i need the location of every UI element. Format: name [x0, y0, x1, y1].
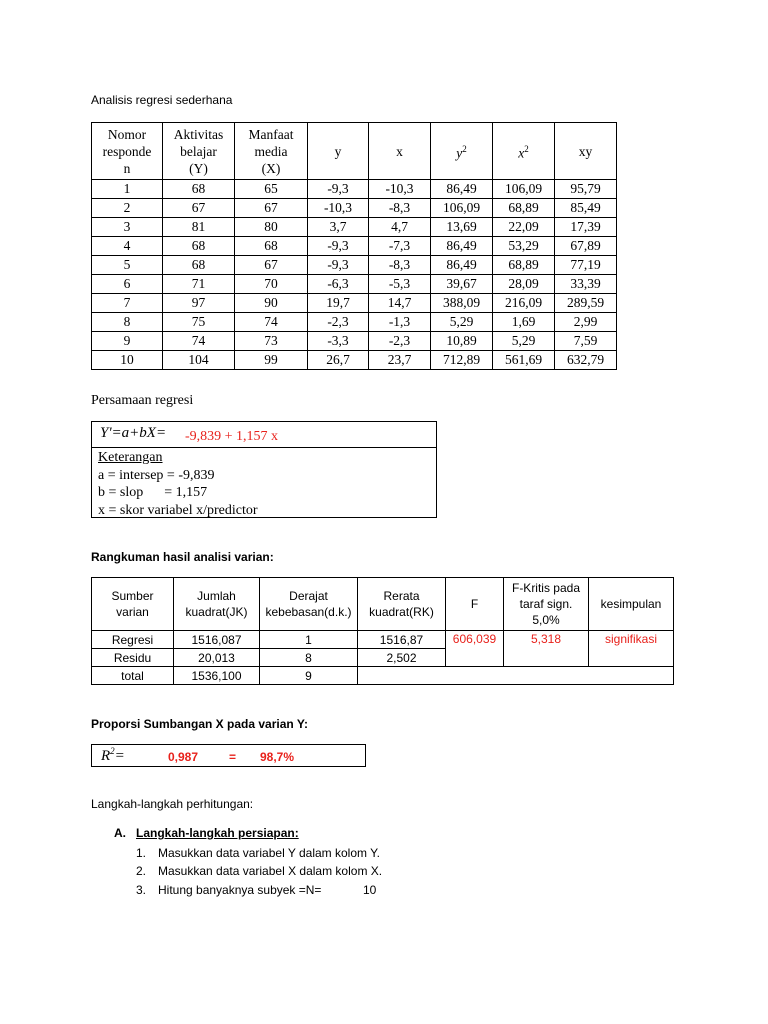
table-cell: 19,7 — [308, 294, 369, 313]
table-cell: 10 — [92, 351, 163, 370]
table-cell: 73 — [235, 332, 308, 351]
table-cell: 86,49 — [431, 180, 493, 199]
anova-cell: 1516,087 — [174, 631, 260, 649]
note-intersep: a = intersep = -9,839 — [98, 467, 215, 483]
step-number: 2. — [136, 864, 147, 878]
proportion-heading: Proporsi Sumbangan X pada varian Y: — [91, 717, 308, 731]
header-y-squared: $y^2$ — [431, 123, 493, 180]
table-cell: 67 — [163, 199, 235, 218]
table-cell: 23,7 — [369, 351, 431, 370]
step-number: 3. — [136, 883, 147, 897]
table-cell: 86,49 — [431, 256, 493, 275]
anova-cell: 1516,87 — [358, 631, 446, 649]
table-row — [92, 351, 617, 370]
table-cell: 71 — [163, 275, 235, 294]
document-title: Analisis regresi sederhana — [91, 93, 233, 107]
step-text: Hitung banyaknya subyek =N= — [158, 883, 322, 897]
anova-cell-empty — [358, 667, 674, 685]
table-row — [92, 218, 617, 237]
note-slop: b = slop = 1,157 — [98, 485, 208, 500]
table-cell: 95,79 — [555, 180, 617, 199]
table-cell: 68 — [163, 237, 235, 256]
header-x: x — [369, 123, 431, 180]
table-cell: 68,89 — [493, 256, 555, 275]
anova-cell: 1536,100 — [174, 667, 260, 685]
table-cell: 632,79 — [555, 351, 617, 370]
table-cell: 3,7 — [308, 218, 369, 237]
table-cell: 85,49 — [555, 199, 617, 218]
table-cell: 77,19 — [555, 256, 617, 275]
table-cell: 74 — [163, 332, 235, 351]
table-row — [92, 332, 617, 351]
header-nomor: Nomor responde n — [92, 123, 163, 180]
notes-title: Keterangan — [98, 450, 163, 465]
table-row — [92, 237, 617, 256]
proportion-value: 0,987 — [168, 750, 199, 764]
table-row — [92, 256, 617, 275]
table-cell: 65 — [235, 180, 308, 199]
table-row — [92, 275, 617, 294]
anova-table — [91, 577, 674, 685]
anova-header-fkritis: F-Kritis pada taraf sign. 5,0% — [504, 578, 589, 631]
table-cell: 67 — [235, 256, 308, 275]
table-cell: 216,09 — [493, 294, 555, 313]
step-text: Masukkan data variabel X dalam kolom X. — [158, 864, 383, 878]
table-cell: 7,59 — [555, 332, 617, 351]
anova-f-kritis: 5,318 — [504, 631, 589, 667]
table-cell: 99 — [235, 351, 308, 370]
anova-row-regresi — [92, 631, 674, 649]
anova-header-row — [92, 578, 674, 631]
header-xy: xy — [555, 123, 617, 180]
table-header-row — [92, 123, 617, 180]
anova-cell: 1 — [260, 631, 358, 649]
table-cell: 388,09 — [431, 294, 493, 313]
table-cell: 1 — [92, 180, 163, 199]
table-cell: -6,3 — [308, 275, 369, 294]
anova-cell: 2,502 — [358, 649, 446, 667]
step-text: Masukkan data variabel Y dalam kolom Y. — [158, 846, 380, 860]
table-cell: 106,09 — [431, 199, 493, 218]
table-cell: 70 — [235, 275, 308, 294]
anova-cell: Regresi — [92, 631, 174, 649]
table-cell: 4 — [92, 237, 163, 256]
proportion-percent: 98,7% — [260, 750, 295, 764]
table-cell: 2,99 — [555, 313, 617, 332]
anova-f-value: 606,039 — [446, 631, 504, 667]
table-cell: -8,3 — [369, 256, 431, 275]
table-cell: 289,59 — [555, 294, 617, 313]
table-cell: 33,39 — [555, 275, 617, 294]
table-row — [92, 180, 617, 199]
anova-cell: Residu — [92, 649, 174, 667]
table-cell: 13,69 — [431, 218, 493, 237]
table-cell: 5,29 — [493, 332, 555, 351]
section-letter: A. — [114, 826, 126, 840]
table-cell: -9,3 — [308, 256, 369, 275]
table-cell: 10,89 — [431, 332, 493, 351]
anova-header-kesimpulan: kesimpulan — [589, 578, 674, 631]
header-manfaat: Manfaat media (X) — [235, 123, 308, 180]
table-cell: 74 — [235, 313, 308, 332]
table-cell: 26,7 — [308, 351, 369, 370]
anova-row-total — [92, 667, 674, 685]
anova-heading: Rangkuman hasil analisi varian: — [91, 550, 274, 564]
table-cell: 67 — [235, 199, 308, 218]
anova-header-dk: Derajat kebebasan(d.k.) — [260, 578, 358, 631]
table-cell: 3 — [92, 218, 163, 237]
header-aktivitas: Aktivitas belajar (Y) — [163, 123, 235, 180]
table-cell: 90 — [235, 294, 308, 313]
table-cell: 104 — [163, 351, 235, 370]
table-cell: -10,3 — [308, 199, 369, 218]
table-cell: 2 — [92, 199, 163, 218]
note-predictor: x = skor variabel x/predictor — [98, 502, 258, 518]
regression-equation: -9,839 + 1,157 x — [185, 429, 279, 444]
table-cell: 1,69 — [493, 313, 555, 332]
anova-cell: 20,013 — [174, 649, 260, 667]
table-cell: 68 — [163, 256, 235, 275]
table-cell: 712,89 — [431, 351, 493, 370]
anova-cell: 8 — [260, 649, 358, 667]
table-cell: 14,7 — [369, 294, 431, 313]
proportion-equals: = — [229, 750, 237, 764]
steps-heading: Langkah-langkah perhitungan: — [91, 797, 254, 811]
table-cell: -2,3 — [308, 313, 369, 332]
table-cell: 68,89 — [493, 199, 555, 218]
anova-header-f: F — [446, 578, 504, 631]
table-cell: 68 — [163, 180, 235, 199]
step-number: 1. — [136, 846, 147, 860]
table-cell: 17,39 — [555, 218, 617, 237]
anova-cell: 9 — [260, 667, 358, 685]
proportion-box — [91, 744, 366, 767]
table-cell: 28,09 — [493, 275, 555, 294]
table-cell: 81 — [163, 218, 235, 237]
table-cell: 4,7 — [369, 218, 431, 237]
table-cell: 7 — [92, 294, 163, 313]
table-cell: -9,3 — [308, 180, 369, 199]
header-x-squared: $x^2$ — [493, 123, 555, 180]
table-cell: 80 — [235, 218, 308, 237]
table-row — [92, 199, 617, 218]
step-value: 10 — [363, 883, 377, 897]
anova-header-sumber: Sumber varian — [92, 578, 174, 631]
table-cell: 106,09 — [493, 180, 555, 199]
table-cell: 22,09 — [493, 218, 555, 237]
anova-header-rk: Rerata kuadrat(RK) — [358, 578, 446, 631]
table-cell: -5,3 — [369, 275, 431, 294]
regression-formula: Y'=a+bX= — [100, 425, 167, 441]
table-cell: -1,3 — [369, 313, 431, 332]
table-cell: 5,29 — [431, 313, 493, 332]
proportion-formula: $R^2=$ — [101, 746, 125, 764]
table-row — [92, 294, 617, 313]
data-table — [91, 122, 617, 370]
table-cell: 5 — [92, 256, 163, 275]
regression-heading: Persamaan regresi — [91, 393, 194, 408]
table-cell: 97 — [163, 294, 235, 313]
table-cell: 561,69 — [493, 351, 555, 370]
anova-kesimpulan: signifikasi — [589, 631, 674, 667]
anova-cell: total — [92, 667, 174, 685]
regression-equation-box — [91, 421, 437, 518]
table-cell: 86,49 — [431, 237, 493, 256]
table-cell: -7,3 — [369, 237, 431, 256]
table-cell: -8,3 — [369, 199, 431, 218]
table-cell: 67,89 — [555, 237, 617, 256]
table-cell: -3,3 — [308, 332, 369, 351]
table-cell: 53,29 — [493, 237, 555, 256]
table-cell: 68 — [235, 237, 308, 256]
table-row — [92, 313, 617, 332]
table-cell: 9 — [92, 332, 163, 351]
table-cell: -2,3 — [369, 332, 431, 351]
table-cell: 75 — [163, 313, 235, 332]
table-cell: 6 — [92, 275, 163, 294]
anova-header-jk: Jumlah kuadrat(JK) — [174, 578, 260, 631]
table-cell: -10,3 — [369, 180, 431, 199]
table-cell: 8 — [92, 313, 163, 332]
section-title: Langkah-langkah persiapan: — [136, 826, 299, 840]
table-cell: 39,67 — [431, 275, 493, 294]
header-y: y — [308, 123, 369, 180]
table-cell: -9,3 — [308, 237, 369, 256]
